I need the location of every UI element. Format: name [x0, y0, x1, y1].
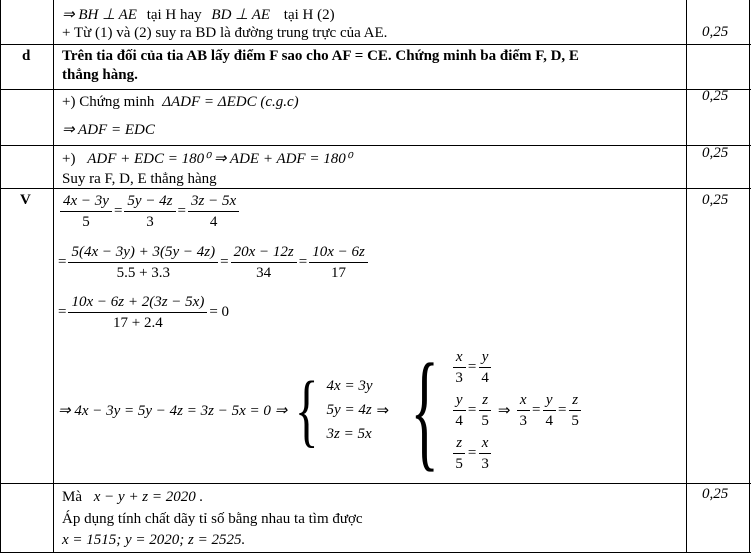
fraction — [60, 192, 112, 231]
fraction-numerator: y — [543, 391, 556, 411]
fraction-denominator: 4 — [481, 369, 489, 386]
fraction — [568, 391, 582, 430]
row4-line1 — [62, 150, 352, 168]
fraction-denominator: 3 — [146, 214, 154, 230]
system-2-line: $\frac{x}{3}$ = $\frac{y}{4}$ — [450, 348, 493, 387]
fraction — [68, 243, 218, 282]
row-divider — [0, 483, 751, 484]
fraction-denominator: 5 — [571, 412, 579, 429]
fraction-numerator: z — [453, 434, 465, 454]
row4-prefix: +) — [62, 151, 76, 167]
fraction — [124, 192, 175, 231]
row-divider — [0, 44, 751, 45]
equation-3-tail: = 0 — [209, 304, 230, 320]
fraction-numerator: 10x − 6z — [309, 243, 368, 263]
fraction-denominator: 5 — [82, 214, 90, 230]
row3-prefix: +) Chứng minh — [62, 94, 155, 110]
row3-line1 — [62, 93, 299, 111]
fraction-numerator: 3z − 5x — [188, 192, 239, 212]
implies-arrow: ⇒ — [376, 402, 390, 419]
system-1-line: 3z = 5x — [326, 426, 372, 442]
fraction-numerator: y — [479, 348, 492, 368]
fraction-numerator: 4x − 3y — [60, 192, 112, 212]
fraction-numerator: z — [569, 391, 581, 411]
fraction-denominator: 4 — [545, 412, 553, 429]
table-column-divider — [53, 0, 54, 553]
last-line1 — [62, 488, 203, 506]
equation-2: = $\frac{5(4x - 3y) + 3(5y - 4z)}{5.5 + 3.3}$ = $\frac{20x - 12z}{34}$ = $\frac{10x - 6z}{17}$ — [58, 243, 370, 282]
system-1 — [327, 374, 373, 446]
fraction-denominator: 4 — [455, 412, 463, 429]
fraction-denominator: 5 — [481, 412, 489, 429]
last-line3: x = 1515; y = 2020; z = 2525. — [62, 532, 246, 548]
system-2 — [450, 346, 493, 475]
row-divider — [0, 145, 751, 146]
equation-4: ⇒ 4x − 3y = 5y − 4z = 3z − 5x = 0 ⇒ { 4x = 3y 5y = 4z 3z = 5x ⇒ { $\frac{x}{3}$ = $\frac{y}{4}$ $\frac{y}{4}$ = $\frac{z}{5}$ $\frac{z}{5}$ = $\frac{x}{3}$ ⇒ $\frac{x}{3}$ = $\frac{y}{4}$ = $\frac{z}{5}$ — [58, 340, 584, 480]
row-divider — [0, 188, 751, 189]
fraction-denominator: 34 — [256, 265, 272, 281]
fraction-denominator: 3 — [519, 412, 527, 429]
row-v-score: 0,25 — [702, 192, 729, 208]
row-d-question-line1: Trên tia đối của tia AB lấy điểm F sao cho AF = CE. Chứng minh ba điểm F, D, E — [62, 48, 579, 64]
row4-math: ADF + EDC = 180⁰ ⇒ ADE + ADF = 180⁰ — [87, 151, 352, 167]
fraction-numerator: z — [479, 391, 491, 411]
fraction — [188, 192, 239, 231]
row3-math: ΔADF = ΔEDC (c.g.c) — [162, 94, 299, 110]
implies-arrow: ⇒ — [497, 402, 511, 419]
equation-4-lead: ⇒ 4x − 3y = 5y − 4z = 3z − 5x = 0 ⇒ — [58, 402, 288, 419]
fraction-numerator: 5y − 4z — [124, 192, 175, 212]
fraction-numerator: x — [479, 434, 492, 454]
row1-text-b: tại H hay — [146, 7, 202, 23]
fraction-numerator: y — [453, 391, 466, 411]
fraction-denominator: 3 — [455, 369, 463, 386]
row3-line2: ⇒ ADF = EDC — [62, 122, 155, 138]
fraction — [309, 243, 368, 282]
fraction-numerator: 20x − 12z — [231, 243, 297, 263]
fraction-denominator: 17 + 2.4 — [113, 315, 163, 331]
fraction-numerator: x — [453, 348, 466, 368]
row4-line2: Suy ra F, D, E thẳng hàng — [62, 171, 217, 187]
equation-1: $\frac{4x - 3y}{5}$ = $\frac{5y - 4z}{3}$ = $\frac{3z - 5x}{4}$ — [58, 192, 241, 231]
last-score: 0,25 — [702, 486, 729, 502]
system-2-line: $\frac{z}{5}$ = $\frac{x}{3}$ — [450, 434, 493, 473]
left-brace-icon: { — [295, 364, 319, 455]
last-prefix: Mà — [62, 489, 82, 505]
system-1-line: 4x = 3y — [326, 378, 373, 394]
fraction-denominator: 17 — [331, 265, 347, 281]
system-1-line: 5y = 4z — [326, 402, 372, 418]
row-d-label: d — [22, 48, 31, 64]
fraction — [542, 391, 556, 430]
table-border-left — [0, 0, 1, 553]
system-2-line: $\frac{y}{4}$ = $\frac{z}{5}$ — [450, 391, 493, 430]
fraction-numerator: 5(4x − 3y) + 3(5y − 4z) — [68, 243, 218, 263]
fraction-denominator: 3 — [481, 455, 489, 472]
row3-score: 0,25 — [702, 88, 729, 104]
left-brace-icon: { — [410, 336, 439, 483]
last-line2: Áp dụng tính chất dãy tỉ số bằng nhau ta tìm được — [62, 511, 363, 527]
last-math: x − y + z = 2020 . — [93, 489, 204, 505]
row-v-label: V — [20, 192, 31, 208]
table-column-divider — [686, 0, 687, 553]
table-border-right — [749, 0, 750, 553]
fraction-numerator: 10x − 6z + 2(3z − 5x) — [68, 293, 207, 313]
row4-score: 0,25 — [702, 145, 729, 161]
row1-line2: + Từ (1) và (2) suy ra BD là đường trung trực của AE. — [62, 25, 388, 41]
row1-math-c: BD ⊥ AE — [211, 7, 271, 23]
fraction-denominator: 5.5 + 3.3 — [116, 265, 171, 281]
fraction — [68, 293, 207, 332]
row1-text-d: tại H (2) — [283, 7, 335, 23]
row1-line1 — [62, 6, 335, 24]
fraction-numerator: x — [517, 391, 530, 411]
fraction — [231, 243, 297, 282]
row-divider — [0, 89, 751, 90]
fraction-denominator: 5 — [455, 455, 463, 472]
row1-score: 0,25 — [702, 24, 729, 40]
fraction — [516, 391, 530, 430]
equation-3: = $\frac{10x - 6z + 2(3z - 5x)}{17 + 2.4}$ = 0 — [58, 294, 230, 331]
fraction-denominator: 4 — [209, 214, 218, 230]
row1-math-a: ⇒ BH ⊥ AE — [62, 7, 137, 23]
row-d-question-line2: thẳng hàng. — [62, 67, 138, 83]
